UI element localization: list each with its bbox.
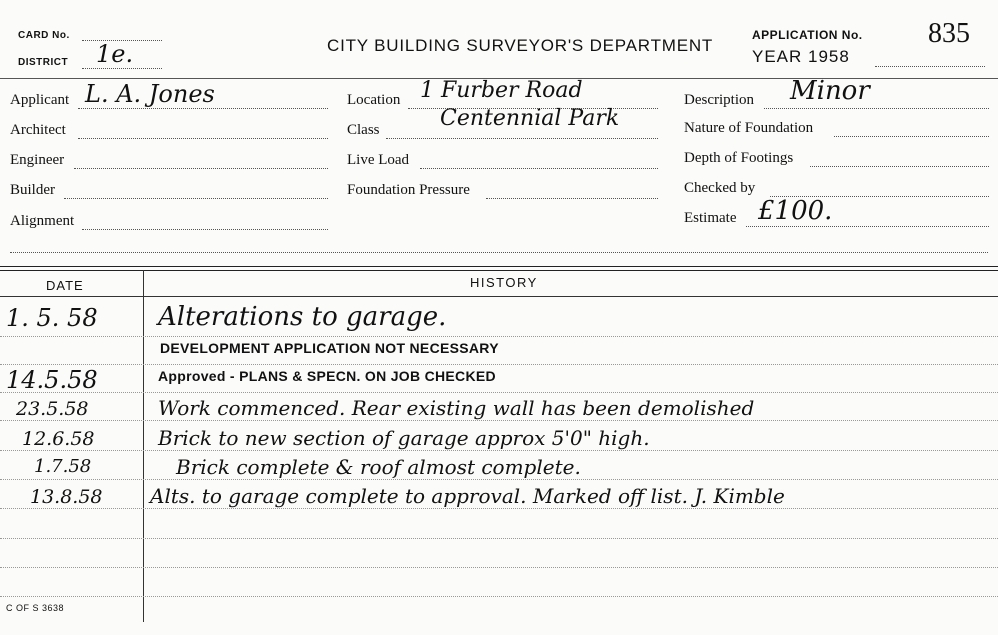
history-top-rule bbox=[0, 266, 998, 267]
ruled-line bbox=[0, 567, 998, 568]
nature-of-foundation-label: Nature of Foundation bbox=[684, 120, 814, 136]
district-dots bbox=[82, 68, 162, 69]
date-header: DATE bbox=[46, 278, 84, 293]
location-value: 1 Furber Road bbox=[420, 78, 583, 103]
alignment-label: Alignment bbox=[10, 213, 75, 229]
ruled-line bbox=[0, 508, 998, 509]
class-label: Class bbox=[347, 122, 380, 138]
district-value: 1e. bbox=[96, 40, 134, 68]
foundation-pressure-dots bbox=[486, 198, 658, 199]
architect-dots bbox=[78, 138, 328, 139]
history-row-text: Work commenced. Rear existing wall has been demolished bbox=[158, 396, 755, 420]
location-label: Location bbox=[347, 92, 401, 108]
ruled-line bbox=[0, 392, 998, 393]
nature-of-foundation-dots bbox=[834, 136, 989, 137]
card-no-label: CARD No. bbox=[18, 30, 70, 41]
year-dots bbox=[875, 66, 985, 67]
history-row-text: DEVELOPMENT APPLICATION NOT NECESSARY bbox=[160, 340, 499, 356]
builder-dots bbox=[64, 198, 328, 199]
description-label: Description bbox=[684, 92, 754, 108]
foundation-pressure-label: Foundation Pressure bbox=[347, 182, 470, 198]
ruled-line bbox=[0, 479, 998, 480]
depth-of-footings-dots bbox=[810, 166, 989, 167]
extra-field-dots bbox=[10, 252, 988, 253]
date-column-divider bbox=[143, 270, 144, 622]
history-header: HISTORY bbox=[470, 275, 538, 290]
engineer-dots bbox=[74, 168, 328, 169]
application-no-value: 835 bbox=[928, 18, 970, 49]
estimate-dots bbox=[746, 226, 989, 227]
history-row-text: Alterations to garage. bbox=[158, 302, 447, 332]
history-row-date: 23.5.58 bbox=[16, 398, 89, 420]
description-value: Minor bbox=[790, 76, 870, 106]
applicant-label: Applicant bbox=[10, 92, 70, 108]
ruled-line bbox=[0, 364, 998, 365]
year-label: YEAR 1958 bbox=[752, 47, 850, 66]
history-top-rule-2 bbox=[0, 270, 998, 271]
ruled-line bbox=[0, 336, 998, 337]
application-no-label: APPLICATION No. bbox=[752, 28, 863, 42]
form-code: C OF S 3638 bbox=[6, 603, 65, 613]
history-row-date: 13.8.58 bbox=[30, 486, 103, 508]
history-row-text: Brick to new section of garage approx 5'0" high. bbox=[158, 426, 650, 450]
live-load-label: Live Load bbox=[347, 152, 410, 168]
estimate-value: £100. bbox=[758, 196, 833, 226]
history-header-rule bbox=[0, 296, 998, 297]
history-row-date: 14.5.58 bbox=[6, 366, 98, 394]
checked-by-label: Checked by bbox=[684, 180, 756, 196]
description-dots bbox=[764, 108, 989, 109]
history-row-text: Brick complete & roof almost complete. bbox=[176, 455, 581, 479]
history-row-date: 1. 5. 58 bbox=[6, 304, 98, 332]
depth-of-footings-label: Depth of Footings bbox=[684, 150, 794, 166]
history-row-text: Approved - PLANS & SPECN. ON JOB CHECKED bbox=[158, 368, 496, 384]
history-row-date: 12.6.58 bbox=[22, 428, 95, 450]
engineer-label: Engineer bbox=[10, 152, 65, 168]
department-title: CITY BUILDING SURVEYOR'S DEPARTMENT bbox=[327, 36, 714, 55]
history-row-text: Alts. to garage complete to approval. Marked off list. J. Kimble bbox=[150, 484, 785, 508]
live-load-dots bbox=[420, 168, 658, 169]
architect-label: Architect bbox=[10, 122, 66, 138]
ruled-line bbox=[0, 450, 998, 451]
ruled-line bbox=[0, 420, 998, 421]
estimate-label: Estimate bbox=[684, 210, 737, 226]
ruled-line bbox=[0, 596, 998, 597]
ruled-line bbox=[0, 538, 998, 539]
class-value: Centennial Park bbox=[440, 106, 620, 131]
applicant-value: L. A. Jones bbox=[85, 80, 215, 108]
applicant-dots bbox=[78, 108, 328, 109]
class-dots bbox=[386, 138, 658, 139]
history-row-date: 1.7.58 bbox=[34, 456, 92, 477]
builder-label: Builder bbox=[10, 182, 55, 198]
alignment-dots bbox=[82, 229, 328, 230]
district-label: DISTRICT bbox=[18, 57, 69, 68]
